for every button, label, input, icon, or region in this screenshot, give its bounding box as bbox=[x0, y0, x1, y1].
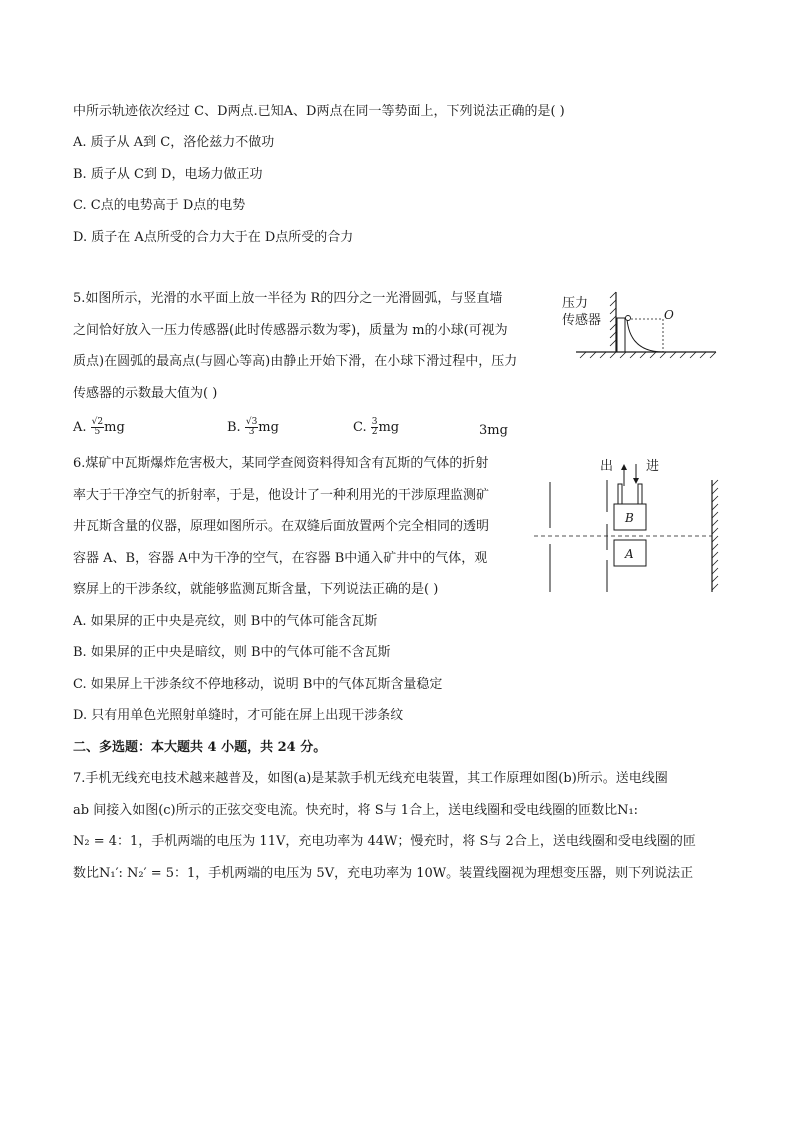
q7-stem-line-4: 数比N₁′: N₂′ = 5：1，手机两端的电压为 5V，充电功率为 10W。装置线圈视为理想变压器，则下列说法正 bbox=[73, 866, 694, 881]
sensor-label-1: 压力 bbox=[562, 296, 589, 311]
q4-option-d: D. 质子在 A点所受的合力大于在 D点所受的合力 bbox=[73, 230, 354, 245]
q4-option-a: A. 质子从 A到 C，洛伦兹力不做功 bbox=[73, 135, 275, 150]
center-label: O bbox=[664, 308, 674, 322]
q6-stem-line-4: 容器 A、B，容器 A中为干净的空气，在容器 B中通入矿井中的气体，观 bbox=[73, 551, 488, 566]
out-arrow bbox=[621, 464, 627, 470]
q7-stem-line-1: 7.手机无线充电技术越来越普及，如图(a)是某款手机无线充电装置，其工作原理如图(b)所示。送电线圈 bbox=[73, 771, 668, 786]
q6-figure bbox=[530, 452, 728, 597]
out-label: 出 bbox=[600, 459, 614, 474]
q5-option-d: 3mg bbox=[479, 423, 508, 438]
pressure-sensor bbox=[617, 318, 625, 352]
q6-option-c: C. 如果屏上干涉条纹不停地移动，说明 B中的气体瓦斯含量稳定 bbox=[73, 677, 443, 692]
q4-option-c: C. C点的电势高于 D点的电势 bbox=[73, 198, 246, 213]
q7-stem-line-3: N₂ = 4：1，手机两端的电压为 11V，充电功率为 44W；慢充时，将 S与 2合上，送电线圈和受电线圈的匝 bbox=[73, 834, 696, 849]
q5-stem-line-2: 之间恰好放入一压力传感器(此时传感器示数为零)，质量为 m的小球(可视为 bbox=[73, 323, 508, 338]
in-label: 进 bbox=[646, 459, 660, 474]
container-a-label: A bbox=[625, 547, 634, 561]
q4-stem-tail: 中所示轨迹依次经过 C、D两点.已知A、D两点在同一等势面上，下列说法正确的是( ) bbox=[73, 104, 565, 119]
q6-option-b: B. 如果屏的正中央是暗纹，则 B中的气体可能不含瓦斯 bbox=[73, 645, 391, 660]
q5-option-b: B. $\frac{√3}{3}$ mg bbox=[227, 417, 279, 437]
sensor-label-2: 传感器 bbox=[562, 313, 602, 328]
q5-option-a: A. $\frac{√2}{5}$ mg bbox=[73, 417, 125, 437]
q5-stem-line-4: 传感器的示数最大值为( ) bbox=[73, 386, 218, 401]
section-title: 二、多选题：本大题共 4 小题，共 24 分。 bbox=[73, 740, 327, 755]
q6-stem-line-2: 率大于干净空气的折射率，于是，他设计了一种利用光的干涉原理监测矿 bbox=[73, 488, 490, 503]
in-arrow bbox=[633, 478, 639, 484]
q5-stem-line-1: 5.如图所示，光滑的水平面上放一半径为 R的四分之一光滑圆弧，与竖直墙 bbox=[73, 291, 503, 306]
q4-option-b: B. 质子从 C到 D，电场力做正功 bbox=[73, 167, 263, 182]
q6-stem-line-5: 察屏上的干涉条纹，就能够监测瓦斯含量，下列说法正确的是( ) bbox=[73, 582, 439, 597]
q6-stem-line-3: 井瓦斯含量的仪器，原理如图所示。在双缝后面放置两个完全相同的透明 bbox=[73, 519, 490, 534]
q6-stem-line-1: 6.煤矿中瓦斯爆炸危害极大，某同学查阅资料得知含有瓦斯的气体的折射 bbox=[73, 456, 489, 471]
q5-figure bbox=[560, 286, 725, 366]
q5-option-c: C. $\frac{3}{2}$ mg bbox=[353, 417, 400, 437]
quarter-arc bbox=[625, 319, 663, 352]
ball bbox=[626, 316, 631, 321]
q6-option-a: A. 如果屏的正中央是亮纹，则 B中的气体可能含瓦斯 bbox=[73, 614, 378, 629]
q7-stem-line-2: ab 间接入如图(c)所示的正弦交变电流。快充时，将 S与 1合上，送电线圈和受电线圈的匝数比N₁: bbox=[73, 803, 639, 818]
q6-option-d: D. 只有用单色光照射单缝时，才可能在屏上出现干涉条纹 bbox=[73, 708, 404, 723]
q5-stem-line-3: 质点)在圆弧的最高点(与圆心等高)由静止开始下滑，在小球下滑过程中，压力 bbox=[73, 354, 518, 369]
container-b-label: B bbox=[625, 511, 634, 525]
